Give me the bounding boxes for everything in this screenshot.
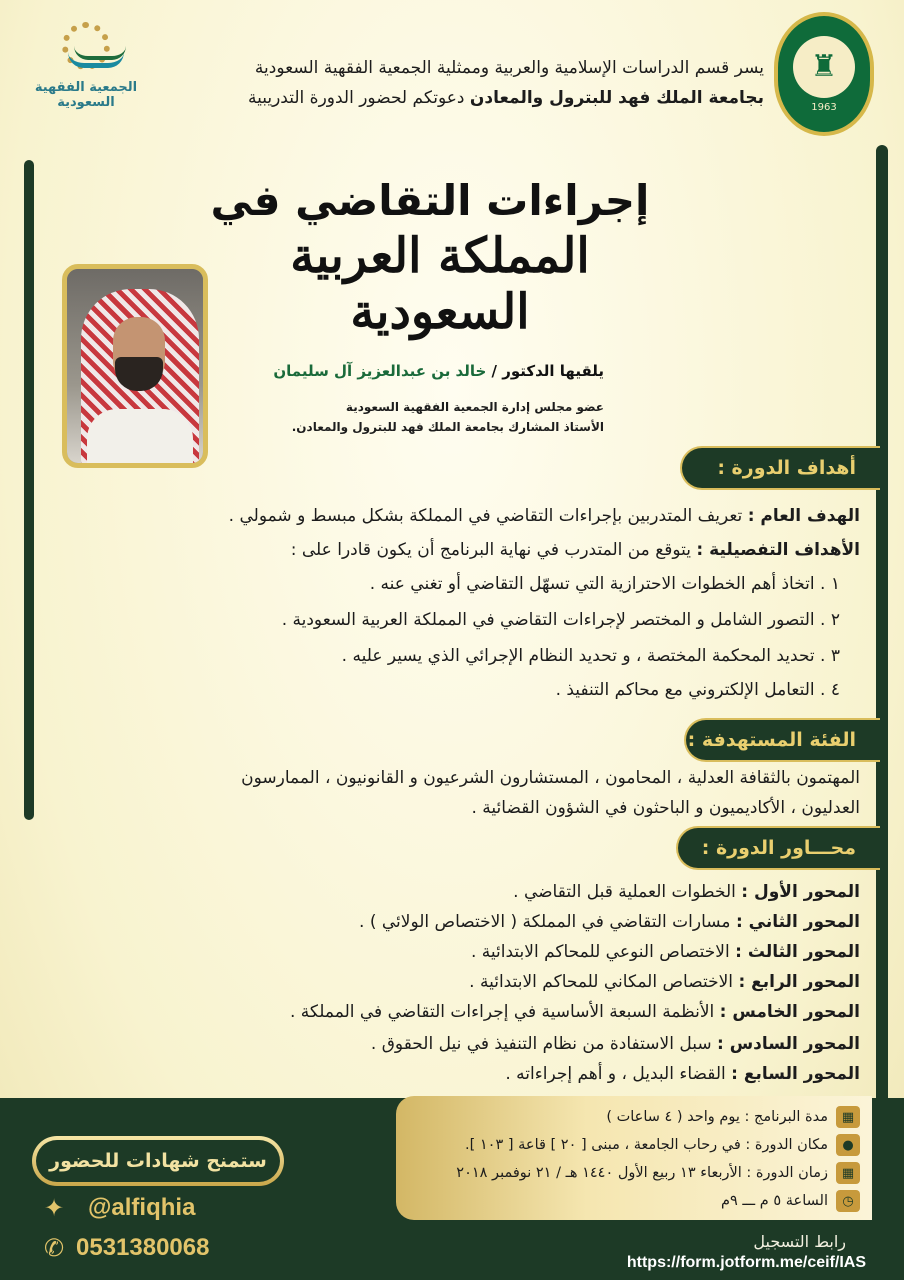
axis-text: الاختصاص المكاني للمحاكم الابتدائية . <box>469 972 739 992</box>
axis-text: القضاء البديل ، و أهم إجراءاته . <box>505 1064 732 1084</box>
header-invite-line1: يسر قسم الدراسات الإسلامية والعربية وممثلية الجمعية الفقهية السعودية <box>254 58 764 78</box>
axes-heading: محـــاور الدورة : <box>676 826 880 870</box>
audience-line-2: العدليون ، الأكاديميون و الباحثون في الشؤون القضائية . <box>471 798 860 818</box>
kfupm-year: 1963 <box>811 101 837 113</box>
tower-icon: ♜ <box>793 36 855 98</box>
axis-text: مسارات التقاضي في المملكة ( الاختصاص الولائي ) . <box>359 912 736 932</box>
objective-item: ٢ . التصور الشامل و المختصر لإجراءات التقاضي في المملكة العربية السعودية . <box>281 610 840 630</box>
date-row <box>400 1160 860 1186</box>
objective-item: ٤ . التعامل الإلكتروني مع محاكم التنفيذ . <box>555 680 840 700</box>
location-pin-icon: ● <box>836 1134 860 1156</box>
objective-item: ٣ . تحديد المحكمة المختصة ، و تحديد النظام الإجرائي الذي يسير عليه . <box>341 646 840 666</box>
location-row <box>400 1132 860 1158</box>
axis-label: المحور الخامس : <box>719 1002 860 1022</box>
audience-heading: الفئة المستهدفة : <box>684 718 880 762</box>
stopwatch-icon: ◷ <box>836 1190 860 1212</box>
objectives-heading: أهداف الدورة : <box>680 446 880 490</box>
axis-item <box>60 1064 860 1084</box>
duration-text: مدة البرنامج : يوم واحد ( ٤ ساعات ) <box>606 1109 828 1125</box>
lecturer-name: خالد بن عبدالعزيز آل سليمان <box>273 362 487 380</box>
objective-item: ١ . اتخاذ أهم الخطوات الاحترازية التي تسهّل التقاضي أو تغني عنه . <box>369 574 840 594</box>
general-objective <box>60 506 860 526</box>
detailed-objectives-label: الأهداف التفصيلية : <box>696 540 860 560</box>
time-text: الساعة ٥ م ـــ ٩م <box>721 1193 828 1209</box>
course-info-box <box>396 1096 872 1220</box>
lecturer-role-2: الأستاذ المشارك بجامعة الملك فهد للبترول والمعادن. <box>291 420 604 434</box>
axis-label: المحور السادس : <box>716 1034 860 1054</box>
detailed-objectives <box>60 540 860 560</box>
time-row <box>400 1188 860 1214</box>
phone-text: 0531380068 <box>76 1234 210 1261</box>
course-title-line1: إجراءات التقاضي في <box>210 176 650 225</box>
frame-bar-right <box>876 145 888 1145</box>
detailed-objectives-text: يتوقع من المتدرب في نهاية البرنامج أن يكون قادرا على : <box>290 540 697 560</box>
university-name: بجامعة الملك فهد للبترول والمعادن <box>469 88 764 108</box>
phone-number[interactable] <box>36 1230 276 1266</box>
date-text: زمان الدورة : الأربعاء ١٣ ربيع الأول ١٤٤٠ هـ / ٢١ نوفمبر ٢٠١٨ <box>456 1165 828 1181</box>
lecturer-role-1: عضو مجلس إدارة الجمعية الفقهية السعودية <box>345 400 604 414</box>
frame-bar-left <box>24 160 34 820</box>
audience-line-1: المهتمون بالثقافة العدلية ، المحامون ، المستشارون الشرعيون و القانونيون ، الممارسون <box>241 768 860 788</box>
axis-item <box>60 1034 860 1054</box>
axis-text: الأنظمة السبعة الأساسية في إجراءات التقاضي في المملكة . <box>289 1002 720 1022</box>
axis-item <box>60 912 860 932</box>
certificate-badge <box>32 1136 284 1186</box>
location-text: مكان الدورة : في رحاب الجامعة ، مبنى [ ٢٠ ] قاعة [ ١٠٣ ]. <box>465 1137 828 1153</box>
phone-icon: ✆ <box>43 1234 65 1262</box>
fiqh-society-name: الجمعية الفقهية السعودية <box>34 80 138 110</box>
invite-text: دعوتكم لحضور الدورة التدريبية <box>247 88 470 108</box>
fiqh-society-logo <box>32 22 140 140</box>
course-title-line2: المملكة العربية السعودية <box>290 228 590 340</box>
axis-text: الاختصاص النوعي للمحاكم الابتدائية . <box>470 942 736 962</box>
lecturer-line <box>184 362 604 380</box>
duration-row <box>400 1104 860 1130</box>
axis-text: سبل الاستفادة من نظام التنفيذ في نيل الحقوق . <box>370 1034 717 1054</box>
axis-label: المحور الأول : <box>741 882 860 902</box>
axis-label: المحور الثالث : <box>735 942 860 962</box>
axis-item <box>60 882 860 902</box>
general-objective-label: الهدف العام : <box>747 506 860 526</box>
register-label: رابط التسجيل <box>753 1232 846 1251</box>
register-link[interactable]: https://form.jotform.me/ceif/IAS <box>626 1254 866 1271</box>
fiqh-emblem-icon <box>52 22 120 74</box>
kfupm-logo <box>774 12 874 136</box>
twitter-handle[interactable] <box>36 1188 276 1228</box>
twitter-icon: ✦ <box>43 1194 65 1222</box>
certificate-text: ستمنح شهادات للحضور <box>36 1140 280 1182</box>
axis-label: المحور الرابع : <box>738 972 860 992</box>
axis-label: المحور الثاني : <box>735 912 860 932</box>
general-objective-text: تعريف المتدربين بإجراءات التقاضي في المملكة بشكل مبسط و شمولي . <box>228 506 748 526</box>
axis-item <box>60 1002 860 1022</box>
lecturer-prefix: يلقيها الدكتور / <box>486 362 604 380</box>
calendar-icon: ▦ <box>836 1106 860 1128</box>
twitter-text: @alfiqhia <box>88 1194 196 1221</box>
axis-text: الخطوات العملية قبل التقاضي . <box>513 882 742 902</box>
axis-item <box>60 942 860 962</box>
calendar-icon: ▦ <box>836 1162 860 1184</box>
axis-label: المحور السابع : <box>731 1064 860 1084</box>
axis-item <box>60 972 860 992</box>
header-invite-line2 <box>144 88 764 108</box>
